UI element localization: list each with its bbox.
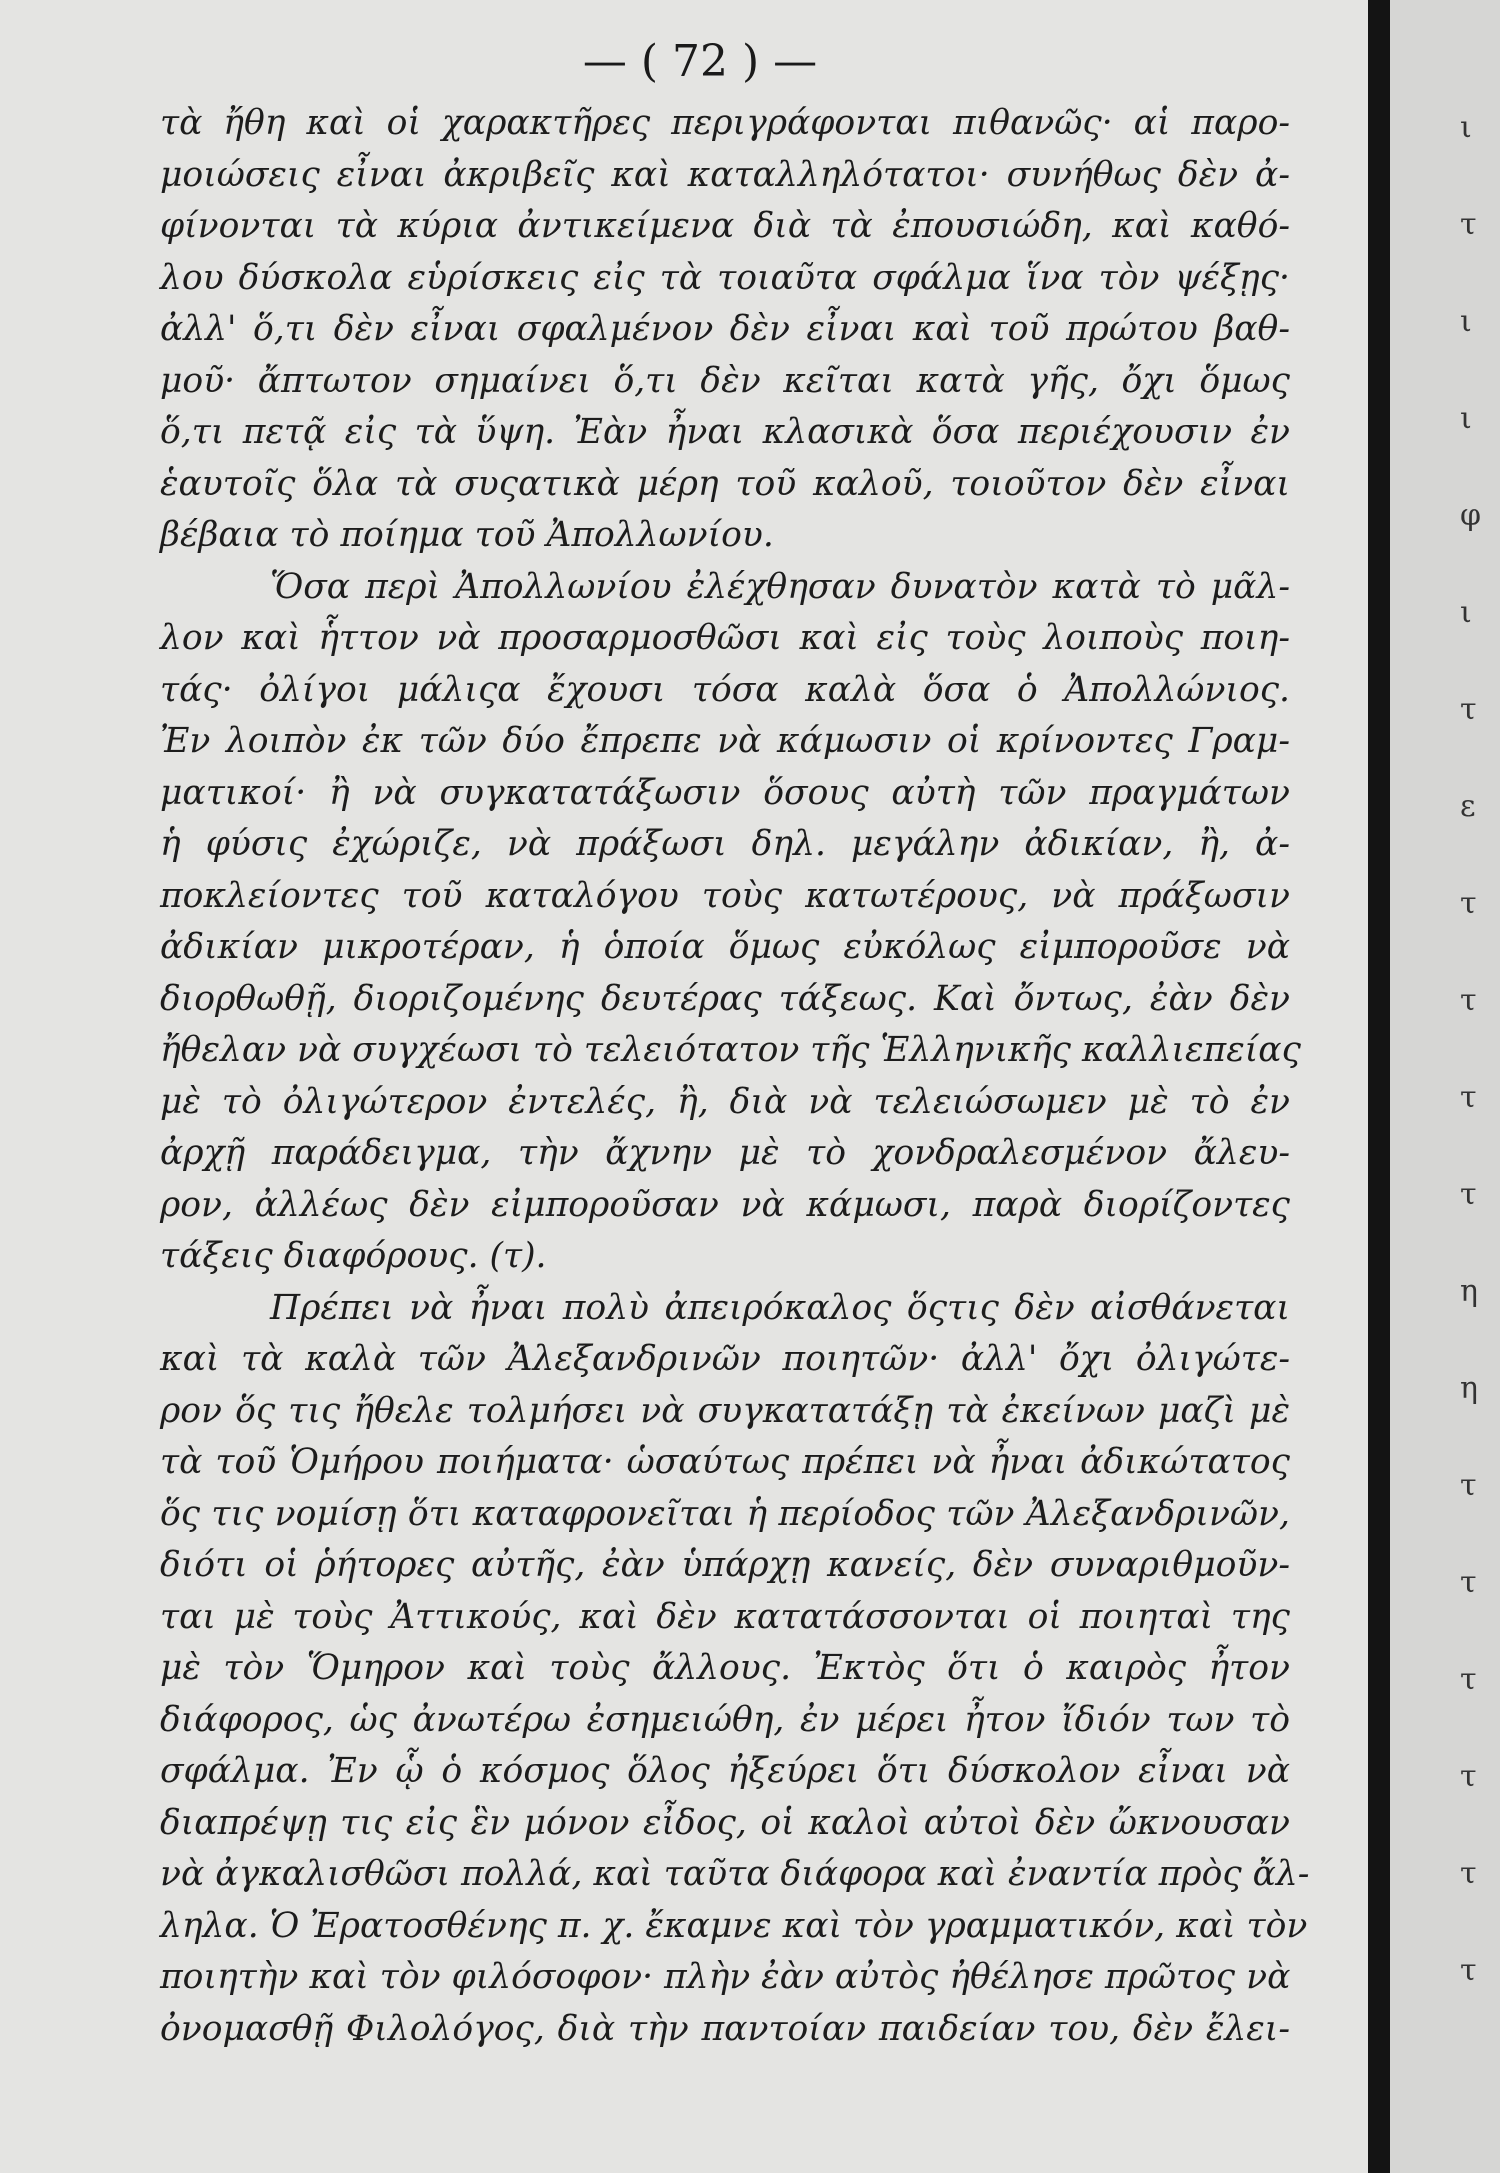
text-line: μοῦ· ἄπτωτον σημαίνει ὅ,τι δὲν κεῖται κατὰ γῆς, ὄχι ὅμως: [160, 360, 1290, 401]
adjacent-page-letters: [1460, 110, 1494, 2050]
text-line: ληλα. Ὁ Ἐρατοσθένης π. χ. ἔκαμνε καὶ τὸν γραμματικόν, καὶ τὸν: [160, 1905, 1308, 1946]
edge-letter: τ: [1460, 207, 1477, 242]
text-line: ἀδικίαν μικροτέραν, ἡ ὁποία ὅμως εὐκόλως εἰμποροῦσε νὰ: [160, 927, 1290, 967]
edge-letter: φ: [1460, 498, 1482, 533]
text-line: μοιώσεις εἶναι ἀκριβεῖς καὶ καταλληλότατοι· συνήθως δὲν ἀ-: [160, 154, 1290, 195]
edge-letter: ι: [1460, 595, 1472, 630]
edge-letter: τ: [1460, 1856, 1477, 1891]
text-line: ἀρχῇ παράδειγμα, τὴν ἄχνην μὲ τὸ χονδραλεσμένον ἄλευ-: [160, 1133, 1290, 1173]
edge-letter: τ: [1460, 1080, 1477, 1115]
edge-letter: ε: [1460, 789, 1476, 824]
edge-letter: η: [1460, 1274, 1478, 1309]
text-line: ἤθελαν νὰ συγχέωσι τὸ τελειότατον τῆς Ἑλληνικῆς καλλιεπείας: [160, 1030, 1301, 1070]
text-line: ὅς τις νομίσῃ ὅτι καταφρονεῖται ἡ περίοδος τῶν Ἀλεξανδρινῶν,: [160, 1493, 1290, 1534]
text-line: ἑαυτοῖς ὅλα τὰ συςατικὰ μέρη τοῦ καλοῦ, τοιοῦτον δὲν εἶναι: [160, 463, 1290, 504]
text-line: νὰ ἀγκαλισθῶσι πολλά, καὶ ταῦτα διάφορα καὶ ἐναντία πρὸς ἄλ-: [160, 1854, 1310, 1894]
text-line: Ὅσα περὶ Ἀπολλωνίου ἐλέχθησαν δυνατὸν κατὰ τὸ μᾶλ-: [270, 566, 1290, 607]
text-line: ποκλείοντες τοῦ καταλόγου τοὺς κατωτέρους, νὰ πράξωσιν: [160, 875, 1290, 916]
text-line: μὲ τὸ ὀλιγώτερον ἐντελές, ἢ, διὰ νὰ τελειώσωμεν μὲ τὸ ἐν: [160, 1081, 1290, 1122]
edge-letter: τ: [1460, 1468, 1477, 1503]
text-line: φίνονται τὰ κύρια ἀντικείμενα διὰ τὰ ἐπουσιώδη, καὶ καθό-: [160, 206, 1290, 246]
text-line: ματικοί· ἢ νὰ συγκατατάξωσιν ὅσους αὐτὴ τῶν πραγμάτων: [160, 772, 1290, 813]
text-line: καὶ τὰ καλὰ τῶν Ἀλεξανδρινῶν ποιητῶν· ἀλλ' ὄχι ὀλιγώτε-: [160, 1339, 1290, 1379]
edge-letter: τ: [1460, 1953, 1477, 1988]
edge-letter: τ: [1460, 1565, 1477, 1600]
edge-letter: τ: [1460, 983, 1477, 1018]
text-line: ρον ὅς τις ἤθελε τολμήσει νὰ συγκατατάξῃ τὰ ἐκείνων μαζὶ μὲ: [160, 1390, 1290, 1431]
text-line: τάς· ὀλίγοι μάλιςα ἔχουσι τόσα καλὰ ὅσα ὁ Ἀπολλώνιος.: [160, 669, 1290, 710]
text-line: τάξεις διαφόρους. (τ).: [160, 1236, 547, 1276]
edge-letter: τ: [1460, 1662, 1477, 1697]
edge-letter: τ: [1460, 1177, 1477, 1212]
text-line: τὰ ἤθη καὶ οἱ χαρακτῆρες περιγράφονται πιθανῶς· αἱ παρο-: [160, 103, 1290, 143]
edge-letter: η: [1460, 1371, 1478, 1406]
edge-letter: τ: [1460, 1759, 1477, 1794]
text-line: ται μὲ τοὺς Ἀττικούς, καὶ δὲν κατατάσσονται οἱ ποιηταὶ της: [160, 1596, 1290, 1637]
page-gutter: [1368, 0, 1390, 2173]
text-line: ποιητὴν καὶ τὸν φιλόσοφον· πλὴν ἐὰν αὐτὸς ἠθέλησε πρῶτος νὰ: [160, 1957, 1291, 1997]
body-text: [160, 98, 1310, 2055]
edge-letter: ι: [1460, 401, 1472, 436]
text-line: σφάλμα. Ἐν ᾧ ὁ κόσμος ὅλος ἠξεύρει ὅτι δύσκολον εἶναι νὰ: [160, 1751, 1290, 1791]
text-line: ὀνομασθῇ Φιλολόγος, διὰ τὴν παντοίαν παιδείαν του, δὲν ἔλει-: [160, 2008, 1290, 2049]
text-line: ὅ,τι πετᾷ εἰς τὰ ὕψη. Ἐὰν ἦναι κλασικὰ ὅσα περιέχουσιν ἐν: [160, 412, 1290, 452]
text-line: διάφορος, ὡς ἀνωτέρω ἐσημειώθη, ἐν μέρει ἦτον ἴδιόν των τὸ: [160, 1699, 1290, 1740]
edge-letter: ι: [1460, 110, 1472, 145]
text-line: λον καὶ ἧττον νὰ προσαρμοσθῶσι καὶ εἰς τοὺς λοιποὺς ποιη-: [160, 618, 1290, 658]
text-line: διαπρέψῃ τις εἰς ἓν μόνον εἶδος, οἱ καλοὶ αὐτοὶ δὲν ὤκνουσαν: [160, 1802, 1290, 1843]
text-line: Πρέπει νὰ ἦναι πολὺ ἀπειρόκαλος ὅςτις δὲν αἰσθάνεται: [270, 1287, 1290, 1328]
text-line: μὲ τὸν Ὅμηρον καὶ τοὺς ἄλλους. Ἐκτὸς ὅτι ὁ καιρὸς ἦτον: [160, 1648, 1290, 1688]
text-line: βέβαια τὸ ποίημα τοῦ Ἀπολλωνίου.: [160, 515, 774, 555]
text-line: Ἐν λοιπὸν ἐκ τῶν δύο ἔπρεπε νὰ κάμωσιν οἱ κρίνοντες Γραμ-: [160, 721, 1290, 761]
edge-letter: ι: [1460, 304, 1472, 339]
text-line: διότι οἱ ῥήτορες αὐτῆς, ἐὰν ὑπάρχῃ κανείς, δὲν συναριθμοῦν-: [160, 1545, 1290, 1585]
text-line: τὰ τοῦ Ὁμήρου ποιήματα· ὡσαύτως πρέπει νὰ ἦναι ἀδικώτατος: [160, 1442, 1290, 1482]
edge-letter: τ: [1460, 692, 1477, 727]
text-line: λου δύσκολα εὑρίσκεις εἰς τὰ τοιαῦτα σφάλμα ἵνα τὸν ψέξῃς·: [160, 257, 1290, 298]
text-line: διορθωθῇ, διοριζομένης δευτέρας τάξεως. Καὶ ὄντως, ἐὰν δὲν: [160, 978, 1290, 1019]
text-line: ἀλλ' ὅ,τι δὲν εἶναι σφαλμένον δὲν εἶναι καὶ τοῦ πρώτου βαθ-: [160, 309, 1290, 349]
page-number-header: — ( 72 ) —: [582, 36, 818, 87]
text-line: ἡ φύσις ἐχώριζε, νὰ πράξωσι δηλ. μεγάλην ἀδικίαν, ἢ, ἀ-: [160, 824, 1290, 864]
edge-letter: τ: [1460, 886, 1477, 921]
text-line: ρον, ἀλλέως δὲν εἰμποροῦσαν νὰ κάμωσι, παρὰ διορίζοντες: [160, 1184, 1290, 1225]
